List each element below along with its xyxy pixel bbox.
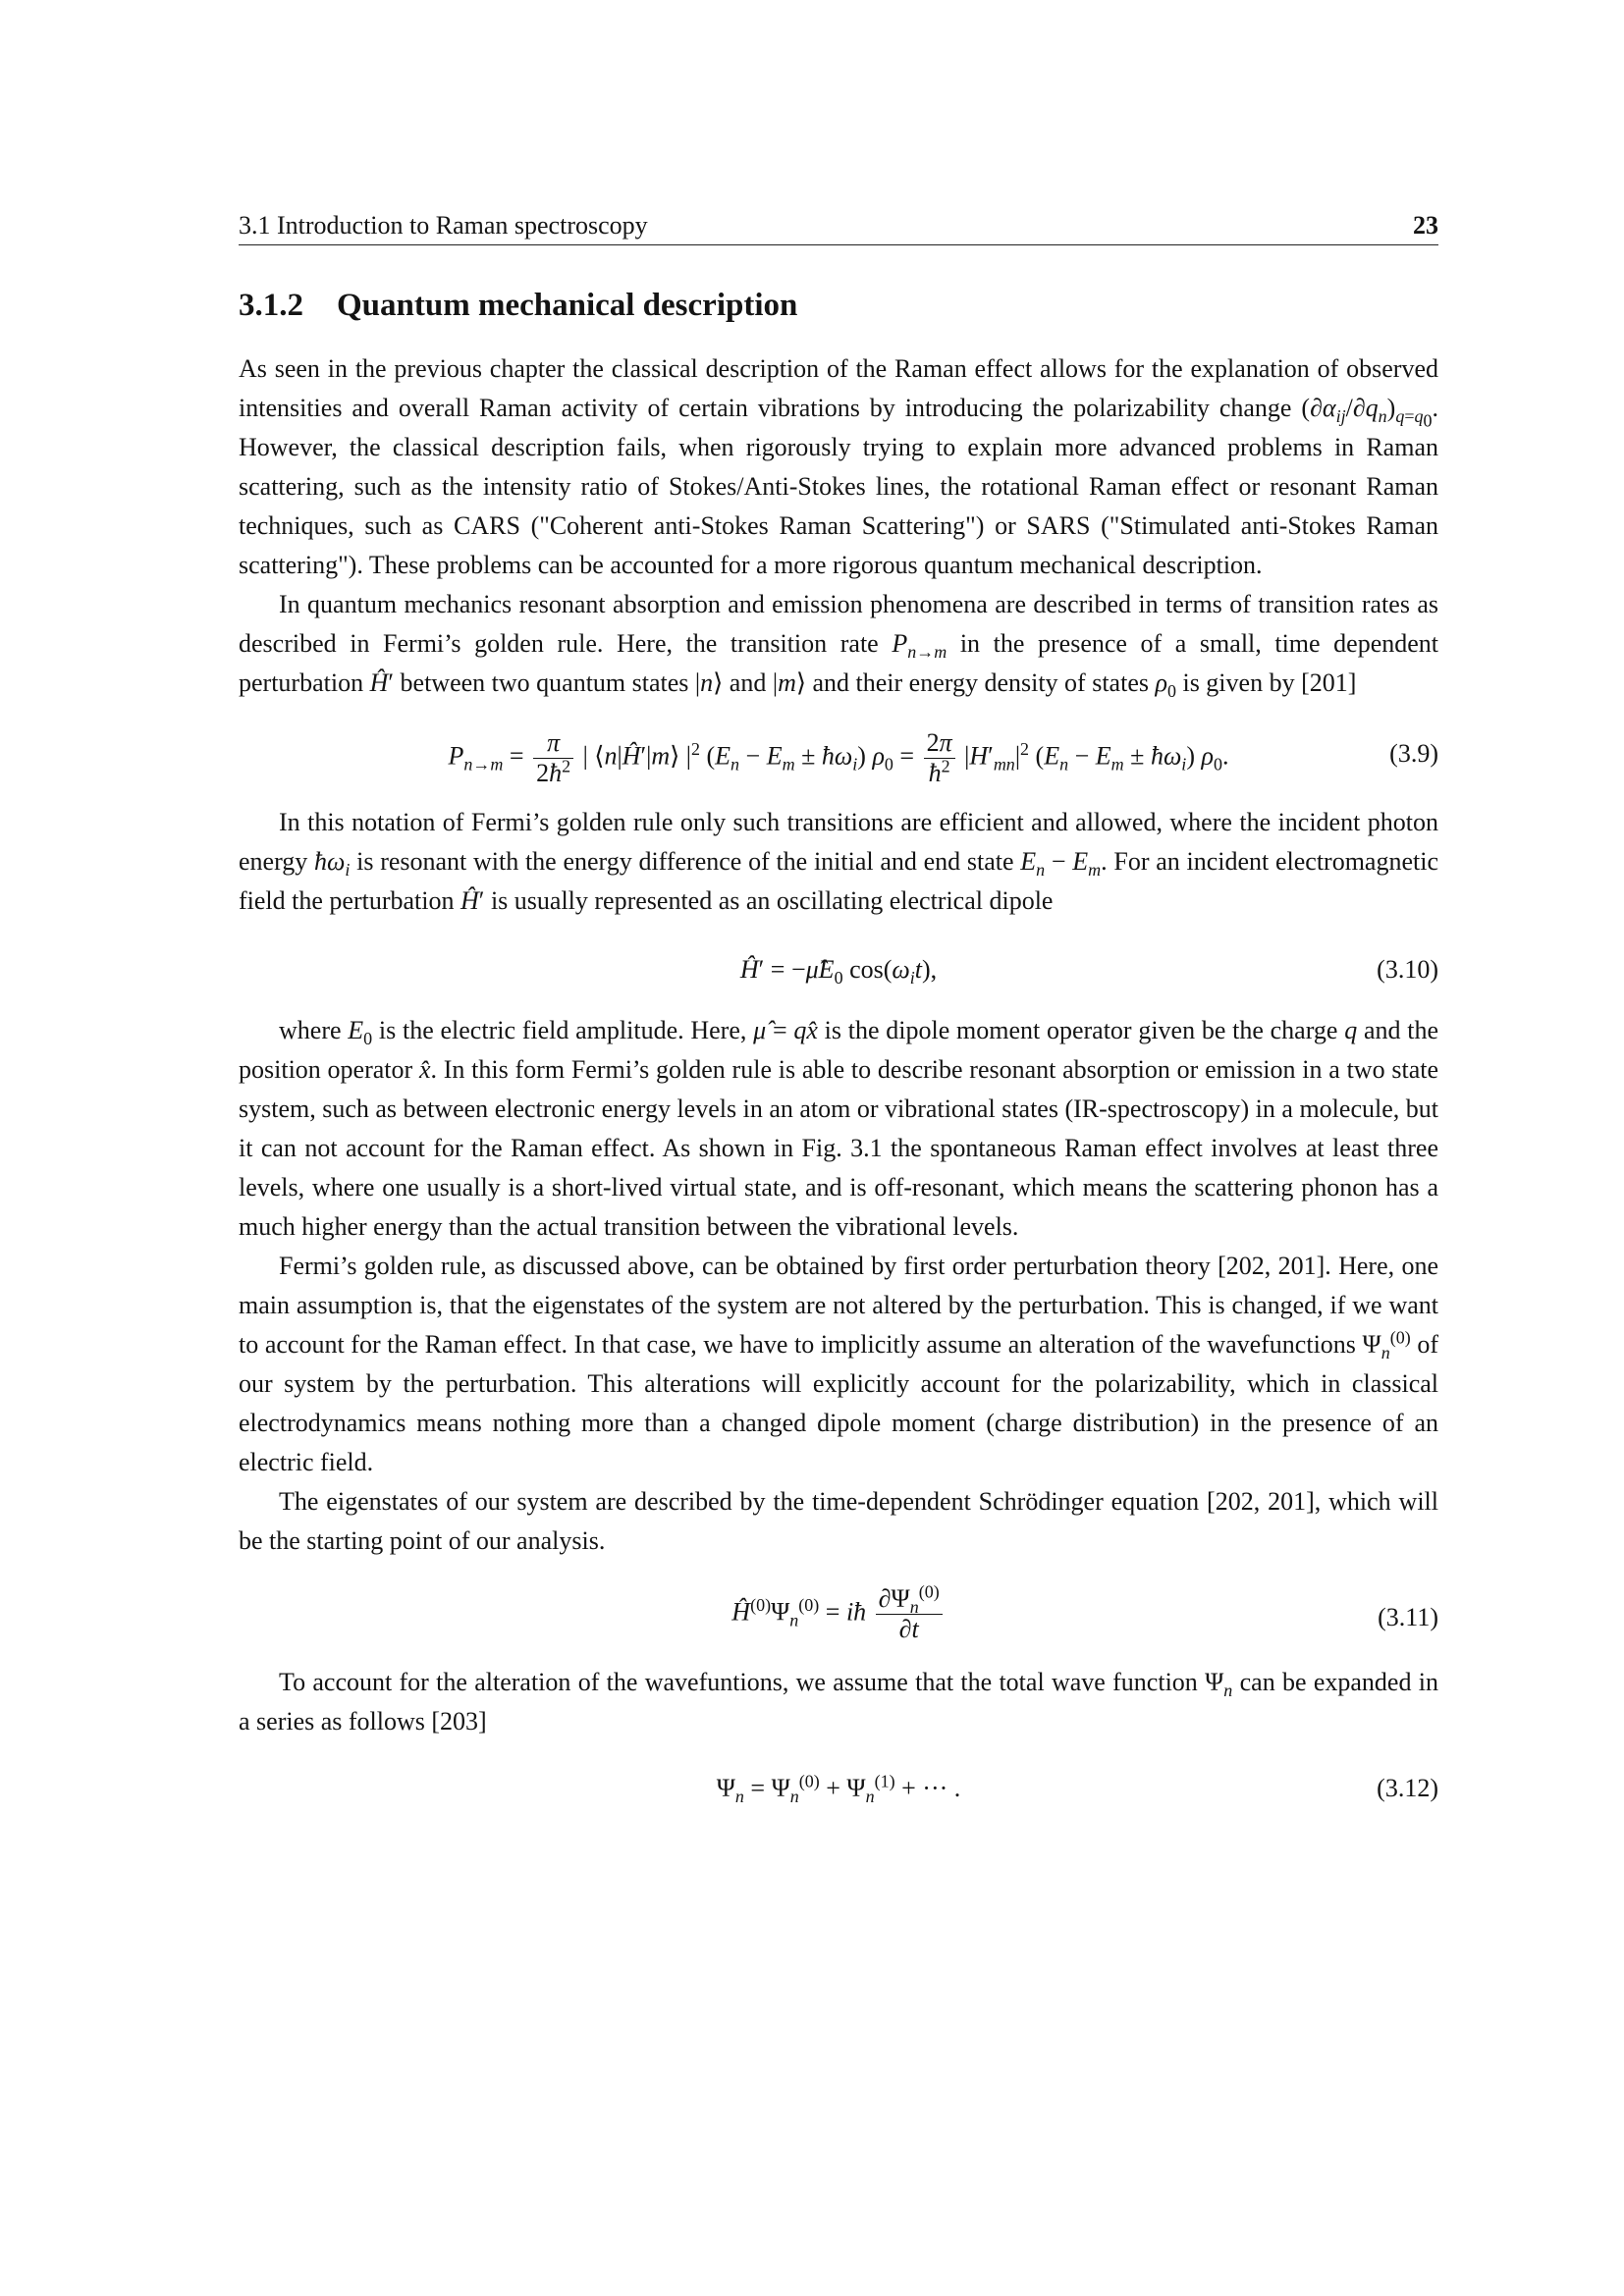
p4-text-a: where bbox=[279, 1016, 342, 1044]
paragraph-3: In this notation of Fermi’s golden rule only such transitions are efficient and allowed, where the incident photon energy $ħ\omega_i$ is resonant with the energy difference of the initial and end state $E_n - E_m$. For an incident electromagnetic field the perturbation Ĥ′ is usually represented as an oscillating electrical dipole bbox=[239, 808, 1438, 915]
equation-3-10-body: Ĥ′ = $-\mûE_0$ $\cos(\omega_it)$, bbox=[739, 955, 938, 988]
equation-3-11-body: $Ĥ^{(0)}\Psi_n^{(0)}$ = iħ $\frac{\partial\Psi_n^{(0)}}{\partial t}$ bbox=[239, 1584, 1438, 1644]
equation-3-9-tag: (3.9) bbox=[1389, 739, 1438, 768]
paragraph-6: The eigenstates of our system are described by the time-dependent Schrödinger equation [202, 201], which will be the starting point of our analysis. bbox=[239, 1487, 1438, 1555]
paragraph-5: Fermi’s golden rule, as discussed above, can be obtained by first order perturbation theory [202, 201]. Here, one main assumption is, that the eigenstates of the system are not altered by the perturbation. This is changed, if we want to account for the Raman effect. In that case, we have to implicitly assume an alteration of the wavefunctions $\Psi_n^{(0)}$ of our system by the perturbation. This alterations will explicitly account for the polarizability, which in classical electrodynamics means nothing more than a changed dipole moment (charge distribution) in the presence of an electric field. bbox=[239, 1252, 1439, 1476]
equation-3-9 bbox=[239, 719, 1438, 789]
p4-text-d: and the position operator bbox=[239, 1016, 1439, 1084]
p5-text-b: of our system by the perturbation. This alterations will explicitly account for the polarizability, which in classical electrodynamics means nothing more than a changed dipole moment (charge distribution) in the presence of an electric field. bbox=[239, 1330, 1439, 1476]
equation-3-12-body: $\Psi_n = \Psi_n^{(0)} + \Psi_n^{(1)}$ + ··· . bbox=[716, 1771, 961, 1807]
p2-text-f: is given by [201] bbox=[1182, 668, 1357, 697]
equation-3-12 bbox=[239, 1769, 1438, 1808]
page-number: 23 bbox=[1413, 211, 1438, 240]
equation-3-11 bbox=[239, 1575, 1438, 1653]
equation-3-12-tag: (3.12) bbox=[1377, 1774, 1438, 1802]
p3-text-c: . For an incident electromagnetic field the perturbation bbox=[239, 847, 1438, 915]
p5-text-a: Fermi’s golden rule, as discussed above, can be obtained by first order perturbation theory [202, 201]. Here, one main assumption is, that the eigenstates of the system are not altered by the perturbation. This is changed, if we want to account for the Raman effect. In that case, we have to implicitly assume an alteration of the wavefunctions bbox=[239, 1252, 1438, 1359]
paragraph-1: As seen in the previous chapter the classical description of the Raman effect allows for the explanation of observed intensities and overall Raman activity of certain vibrations by introducing the polarizability change $(\partial\alpha_{ij}/\partial q_n)_{q=q_0}$. However, the classical description fails, when rigorously trying to explain more advanced problems in Raman scattering, such as the intensity ratio of Stokes/Anti-Stokes lines, the rotational Raman effect or resonant Raman techniques, such as CARS ("Coherent anti-Stokes Raman Scattering") or SARS ("Stimulated anti-Stokes Raman scattering"). These problems can be accounted for a more rigorous quantum mechanical description. bbox=[239, 354, 1438, 579]
p2-text-e: and their energy density of states bbox=[812, 668, 1149, 697]
p4-text-c: is the dipole moment operator given be the charge bbox=[824, 1016, 1338, 1044]
section-number: 3.1.2 bbox=[239, 288, 303, 323]
p2-text-c: between two quantum states bbox=[400, 668, 689, 697]
section-title: Quantum mechanical description bbox=[337, 288, 798, 323]
p2-text-d: and bbox=[729, 668, 767, 697]
p2-text-a: In quantum mechanics resonant absorption and emission phenomena are described in terms of transition rates as described in Fermi’s golden rule. Here, the transition rate bbox=[239, 590, 1438, 658]
p1-text-b: . However, the classical description fails, when rigorously trying to explain more advanced problems in Raman scattering, such as the intensity ratio of Stokes/Anti-Stokes lines, the rotational Raman effect or resonant Raman techniques, such as CARS ("Coherent anti-Stokes Raman Scattering") or SARS ("Stimulated anti-Stokes Raman scattering"). These problems can be accounted for a more rigorous quantum mechanical description. bbox=[239, 394, 1438, 579]
equation-3-10 bbox=[239, 950, 1438, 989]
p1-text-a: As seen in the previous chapter the classical description of the Raman effect allows for the explanation of observed intensities and overall Raman activity of certain vibrations by introducing the polarizability change bbox=[239, 354, 1438, 422]
running-title: 3.1 Introduction to Raman spectroscopy bbox=[239, 211, 648, 240]
p2-text-b: in the presence of a small, time dependent perturbation bbox=[239, 629, 1439, 697]
equation-3-10-tag: (3.10) bbox=[1377, 955, 1438, 984]
paragraph-4: where $E_0$ is the electric field amplitude. Here, μ̂ = qx̂ is the dipole moment operator given be the charge q and the position operator x̂. In this form Fermi’s golden rule is able to describe resonant absorption or emission in a two state system, such as between electronic energy levels in an atom or vibrational states (IR-spectroscopy) in a molecule, but it can not account for the Raman effect. As shown in Fig. 3.1 the spontaneous Raman effect involves at least three levels, where one usually is a short-lived virtual state, and is off-resonant, which means the scattering phonon has a much higher energy than the actual transition between the vibrational levels. bbox=[239, 1016, 1439, 1241]
p7-text-a: To account for the alteration of the wavefuntions, we assume that the total wave function bbox=[279, 1668, 1198, 1696]
p3-text-b: is resonant with the energy difference of the initial and end state bbox=[356, 847, 1014, 876]
p3-text-a: In this notation of Fermi’s golden rule only such transitions are efficient and allowed, where the incident photon energy bbox=[239, 808, 1438, 876]
paragraph-2: In quantum mechanics resonant absorption and emission phenomena are described in terms of transition rates as described in Fermi’s golden rule. Here, the transition rate $P_{n\to m}$ in the presence of a small, time dependent perturbation Ĥ′ between two quantum states |n⟩ and |m⟩ and their energy density of states $\rho_0$ is given by [201] bbox=[239, 590, 1439, 702]
running-header bbox=[239, 209, 1438, 245]
p4-text-b: is the electric field amplitude. Here, bbox=[378, 1016, 747, 1044]
equation-3-11-tag: (3.11) bbox=[1378, 1603, 1438, 1631]
body-text bbox=[239, 349, 1438, 1808]
p7-text-b: can be expanded in a series as follows [203] bbox=[239, 1668, 1438, 1735]
p3-text-d: is usually represented as an oscillating electrical dipole bbox=[490, 886, 1054, 915]
p4-text-e: . In this form Fermi’s golden rule is able to describe resonant absorption or emission in a two state system, such as between electronic energy levels in an atom or vibrational states (IR-spectroscopy) in a molecule, but it can not account for the Raman effect. As shown in Fig. 3.1 the spontaneous Raman effect involves at least three levels, where one usually is a short-lived virtual state, and is off-resonant, which means the scattering phonon has a much higher energy than the actual transition between the vibrational levels. bbox=[239, 1055, 1438, 1241]
paragraph-7: To account for the alteration of the wavefuntions, we assume that the total wave function $\Psi_n$ can be expanded in a series as follows [203] bbox=[239, 1668, 1438, 1735]
section-heading bbox=[239, 288, 797, 324]
equation-3-9-body: $P_{n\to m}$ = $\frac{\pi}{2ħ^2}$ | ⟨n|Ĥ′|m⟩ $|^2$ ($E_n - E_m$ ± $ħ\omega_i$) $\rho_0$ = $\frac{2\pi}{ħ^2}$ $|H'_{mn}|^2$ ($E_n - E_m$ ± $ħ\omega_i$) $\rho_0$. bbox=[448, 728, 1229, 787]
